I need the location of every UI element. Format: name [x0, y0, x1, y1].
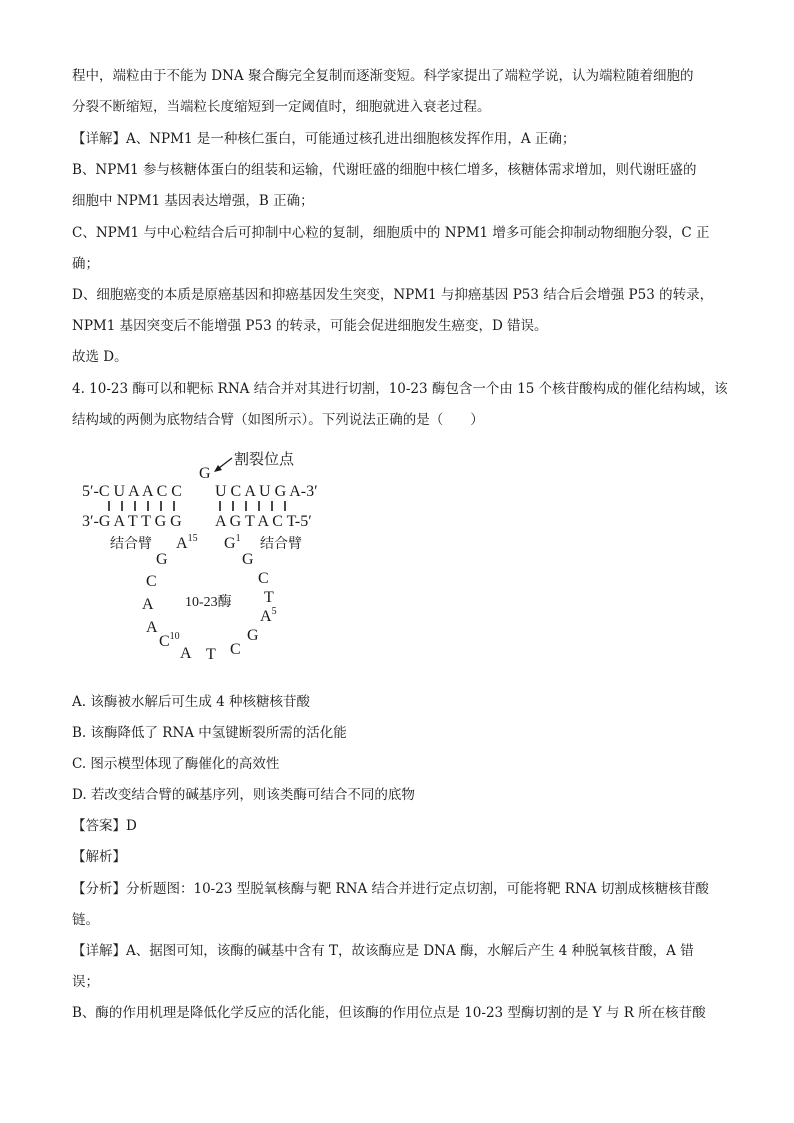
analysis-heading: 【解析】: [72, 849, 126, 865]
loop-base: T: [264, 589, 274, 606]
loop-base: A: [142, 596, 154, 613]
text-line: 程中，端粒由于不能为 DNA 聚合酶完全复制而逐渐变短。科学家提出了端粒学说，认为端粒随着细胞的: [72, 68, 694, 84]
loop-base: $C^{10}$: [159, 631, 180, 650]
binding-arm-right-label: 结合臂: [260, 536, 302, 552]
option-c: C. 图示模型体现了酶催化的高效性: [72, 756, 280, 772]
cleave-site-label: 割裂位点: [234, 450, 295, 468]
text-line: 【详解】A、据图可知，该酶的碱基中含有 T，故该酶应是 DNA 酶，水解后产生 4 种脱氧核苷酸，A 错: [72, 943, 694, 959]
rna-top-strand-left: 5′-C U A A C C: [82, 483, 182, 500]
loop-base: T: [206, 646, 216, 663]
loop-base: $A^5$: [260, 606, 277, 625]
enzyme-label: 10-23酶: [185, 595, 232, 610]
loop-base: G: [242, 551, 254, 568]
text-line: 【分析】分析题图：10-23 型脱氧核酶与靶 RNA 结合并进行定点切割，可能将靶 RNA 切割成核糖核苷酸: [72, 881, 709, 897]
text-line: 确；: [72, 256, 99, 272]
cleave-arrow: [219, 458, 232, 468]
dna-bottom-strand-left: 3′-G A T T G G: [82, 513, 182, 530]
loop-base: G: [156, 551, 168, 568]
text-line: B、NPM1 参与核糖体蛋白的组装和运输，代谢旺盛的细胞中核仁增多，核糖体需求增加，则代谢旺盛的: [72, 162, 697, 178]
text-line: 故选 D。: [72, 349, 128, 365]
loop-base: A: [180, 645, 192, 662]
cleave-base: G: [199, 465, 211, 482]
question-stem: 4. 10-23 酶可以和靶标 RNA 结合并对其进行切割，10-23 酶包含一个由 15 个核苷酸构成的催化结构域，该: [72, 381, 728, 397]
loop-base: C: [258, 570, 269, 587]
text-line: B、酶的作用机理是降低化学反应的活化能，但该酶的作用位点是 10-23 型酶切割的是 Y 与 R 所在核苷酸: [72, 1005, 706, 1021]
enzyme-figure: [72, 440, 372, 670]
option-d: D. 若改变结合臂的碱基序列，则该类酶可结合不同的底物: [72, 787, 415, 803]
loop-base: $G^1$: [224, 533, 241, 552]
loop-base: C: [230, 641, 241, 658]
question-stem: 结构域的两侧为底物结合臂（如图所示）。下列说法正确的是（ ）: [72, 412, 484, 428]
binding-arm-left-label: 结合臂: [110, 536, 152, 552]
option-a: A. 该酶被水解后可生成 4 种核糖核苷酸: [72, 694, 311, 710]
loop-base: A: [146, 619, 158, 636]
text-line: 细胞中 NPM1 基因表达增强，B 正确；: [72, 193, 314, 209]
rna-top-strand-right: U C A U G A-3′: [215, 483, 318, 500]
base-pair-ticks: [109, 501, 285, 511]
text-line: 分裂不断缩短，当端粒长度缩短到一定阈值时，细胞就进入衰老过程。: [72, 99, 491, 115]
loop-base: $A^{15}$: [176, 533, 198, 552]
text-line: C、NPM1 与中心粒结合后可抑制中心粒的复制，细胞质中的 NPM1 增多可能会抑制动物细胞分裂，C 正: [72, 225, 710, 241]
text-line: D、细胞癌变的本质是原癌基因和抑癌基因发生突变，NPM1 与抑癌基因 P53 结合后会增强 P53 的转录，: [72, 287, 714, 303]
loop-base: G: [247, 627, 259, 644]
text-line: 链。: [72, 912, 99, 928]
answer: 【答案】D: [72, 818, 137, 834]
dna-bottom-strand-right: A G T A C T-5′: [215, 513, 312, 530]
text-line: 【详解】A、NPM1 是一种核仁蛋白，可能通过核孔进出细胞核发挥作用，A 正确；: [72, 131, 576, 147]
text-line: NPM1 基因突变后不能增强 P53 的转录，可能会促进细胞发生癌变，D 错误。: [72, 318, 548, 334]
loop-base: C: [146, 573, 157, 590]
option-b: B. 该酶降低了 RNA 中氢键断裂所需的活化能: [72, 725, 347, 741]
text-line: 误；: [72, 974, 99, 990]
